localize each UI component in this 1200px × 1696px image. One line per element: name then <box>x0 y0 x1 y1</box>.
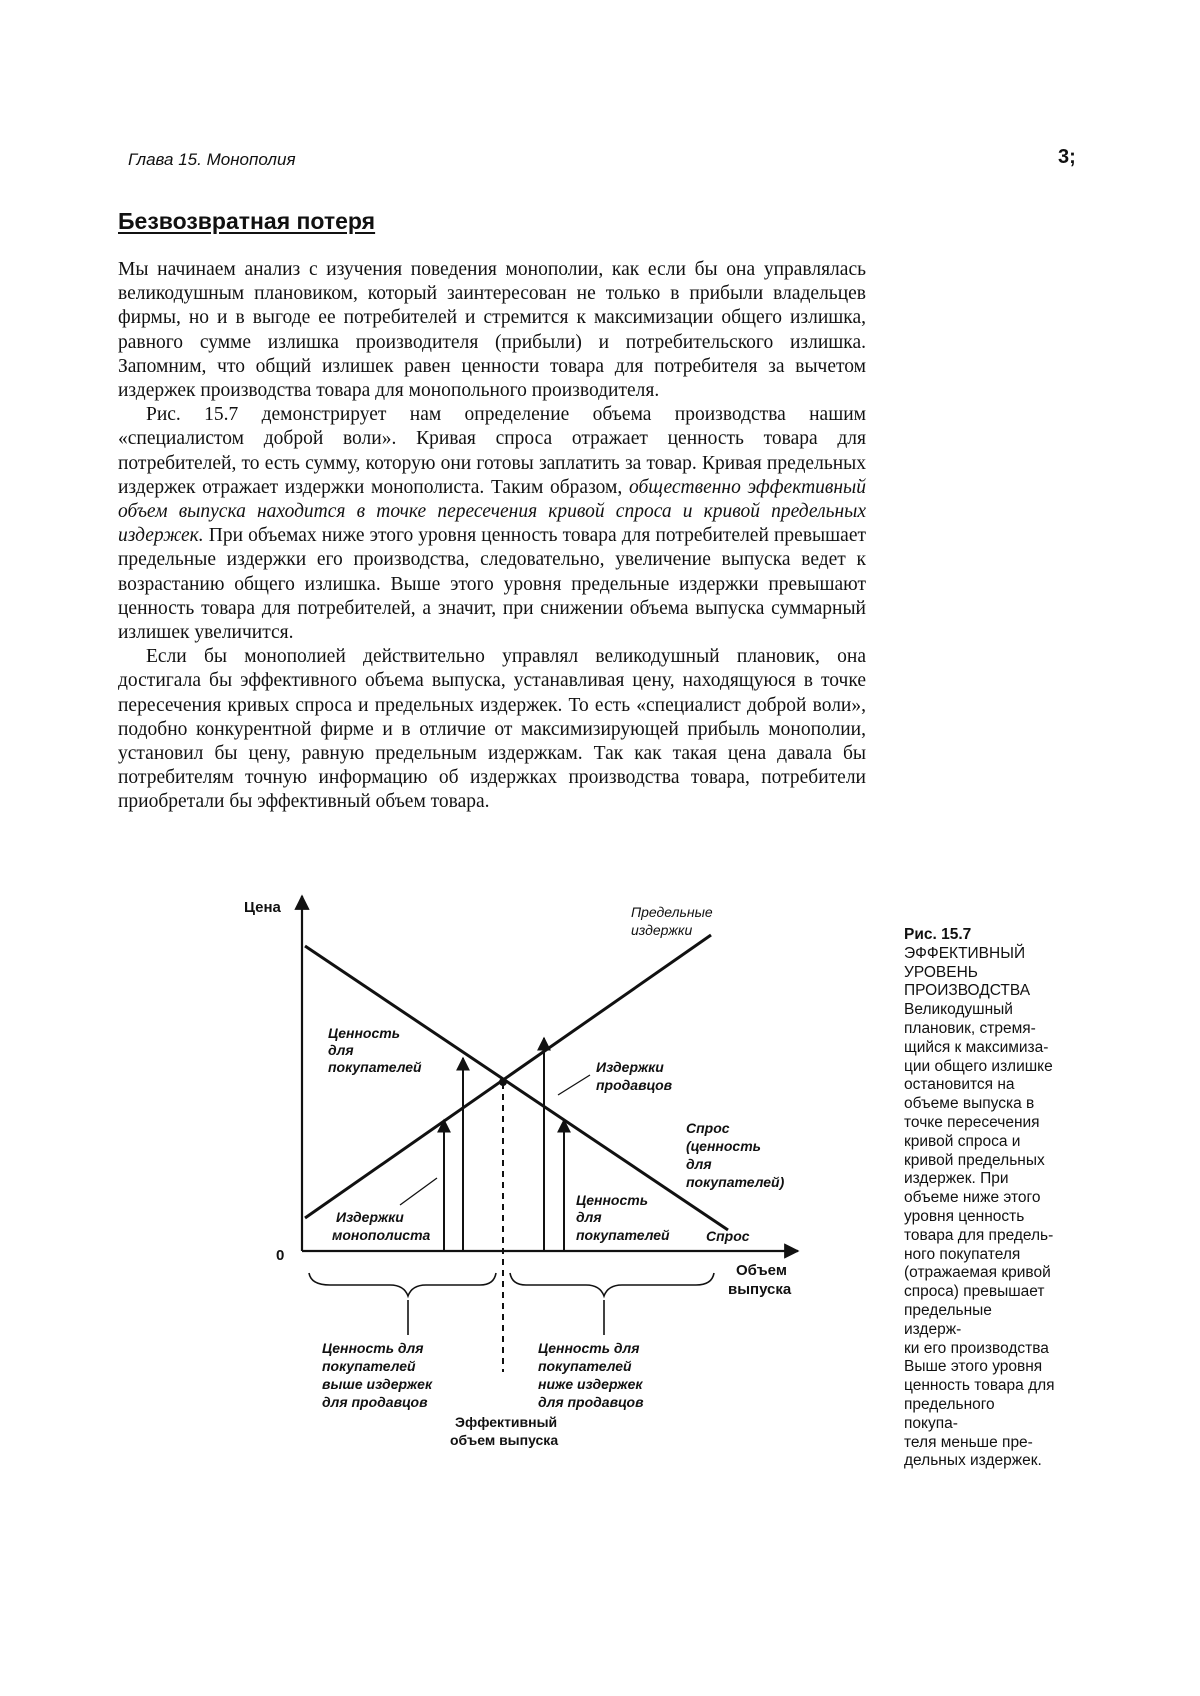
monopolist-costs-label-line-2: монополиста <box>332 1227 431 1243</box>
paragraph-1: Мы начинаем анализ с изучения поведения монополии, как если бы она управлялась великодушным плановиком, который заинтересован не только в прибыли владельцев фирмы, но и в выгоде ее потребителей и стремится к максимизации общего излишка, равного сумме излишка производителя (прибыли) и потребительского излишка. Запомним, что общий излишек равен ценности товара для потребителя за вычетом издержек производства товара для монопольного производителя. <box>118 259 866 402</box>
mc-label-line-1: Предельные <box>631 904 713 920</box>
demand-label-line-4: покупателей) <box>686 1174 785 1190</box>
paragraph-2-end: При объемах ниже этого уровня ценность товара для потребителей превышает предельные издержки его производства, следовательно, увеличение выпуска ведет к возрастанию общего излишка. Выше этого уровня предельные издержки превышают ценность товара для потребителей, а значит, при снижении объема выпуска суммарный излишек увеличится. <box>118 525 866 644</box>
paragraph-2-start: Рис. 15.7 демонстрирует нам определение объема производства нашим «специалистом доброй воли». Кривая спроса отражает ценность товара для потребителей, то есть сумму, которую они готовы заплатить за товар. Кривая предельных издержек отражает издержки монополиста. Таким образом, <box>118 404 866 498</box>
monopolist-costs-label-line-1: Издержки <box>336 1209 404 1225</box>
value-right-label-line-3: покупателей <box>576 1227 670 1243</box>
demand-label-line-3: для <box>686 1156 712 1172</box>
section-title: Безвозвратная потеря <box>118 208 376 234</box>
figure-caption <box>904 926 1090 1471</box>
bracket-left-label-line-1: Ценность для <box>322 1340 424 1356</box>
bracket-right-label-line-3: ниже издержек <box>538 1376 643 1392</box>
marginal-cost-curve <box>305 935 711 1218</box>
caption-title: Рис. 15.7 <box>904 926 972 943</box>
body-text <box>118 258 866 815</box>
bracket-right <box>510 1273 714 1296</box>
page-number: 3; <box>1058 146 1076 168</box>
value-right-label-line-1: Ценность <box>576 1192 649 1208</box>
intersection-point <box>499 1078 507 1086</box>
bracket-left-label-line-4: для продавцов <box>322 1394 428 1410</box>
bracket-right-label-line-4: для продавцов <box>538 1394 644 1410</box>
demand-label-line-1: Спрос <box>686 1120 730 1136</box>
seller-costs-pointer <box>558 1075 590 1095</box>
value-right-label-line-2: для <box>576 1209 602 1225</box>
value-left-label-line-3: покупателей <box>328 1059 422 1075</box>
value-left-label-line-1: Ценность <box>328 1025 401 1041</box>
bracket-left-label-line-3: выше издержек <box>322 1376 433 1392</box>
demand-label-line-2: (ценность <box>686 1138 761 1154</box>
seller-costs-label-line-2: продавцов <box>596 1077 673 1093</box>
value-left-label-line-2: для <box>328 1042 354 1058</box>
seller-costs-label-line-1: Издержки <box>596 1059 664 1075</box>
origin-label: 0 <box>276 1247 285 1264</box>
caption-text: ЭФФЕКТИВНЫЙ УРОВЕНЬ ПРОИЗВОДСТВА Великодушный плановик, стремя- щийся к максимиза- ции общего излишке остановится на объеме выпуска в точке пересечения кривой спроса и кривой предельных издержек. При объеме ниже этого уровня ценность товара для предель- ного покупателя (отражаемая кривой спроса) превышает предельные издерж- ки его производства Выше этого уровня ценность товара для предельного покупа- теля меньше пре- дельных издержек. <box>904 944 1055 1470</box>
monopolist-costs-pointer <box>400 1178 437 1205</box>
demand-short-label: Спрос <box>706 1228 750 1244</box>
x-axis-label-line-2: выпуска <box>728 1281 792 1298</box>
x-axis-label-line-1: Объем <box>736 1262 787 1279</box>
paragraph-2 <box>118 403 866 645</box>
mc-label-line-2: издержки <box>631 922 693 938</box>
bracket-left <box>309 1273 496 1296</box>
y-axis-label: Цена <box>244 899 281 916</box>
efficient-output-label-line-1: Эффективный <box>455 1414 558 1430</box>
efficient-output-label-line-2: объем выпуска <box>450 1432 559 1448</box>
paragraph-2-emphasis: общественно эффективный объем выпуска находится в точке пересечения кривой спроса и кривой предельных издержек. <box>118 476 866 547</box>
demand-curve <box>305 946 728 1230</box>
running-head: Глава 15. Монополия <box>128 150 296 169</box>
paragraph-3: Если бы монополией действительно управлял великодушный плановик, она достигала бы эффективного объема выпуска, устанавливая цену, находящуюся в точке пересечения кривых спроса и предельных издержек. То есть «специалист доброй воли», подобно конкурентной фирме и в отличие от максимизирующей прибыль монополии, установил бы цену, равную предельным издержкам. Так как такая цена давала бы потребителям точную информацию об издержках производства товара, потребители приобретали бы эффективный объем товара. <box>118 646 866 813</box>
bracket-right-label-line-1: Ценность для <box>538 1340 640 1356</box>
bracket-left-label-line-2: покупателей <box>322 1358 416 1374</box>
bracket-right-label-line-2: покупателей <box>538 1358 632 1374</box>
